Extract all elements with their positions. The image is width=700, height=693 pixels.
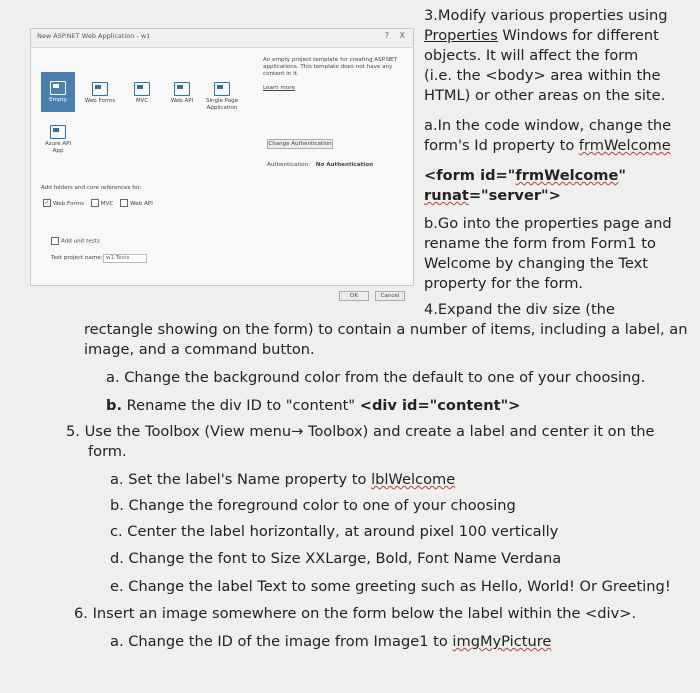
step5c: c. Center the label horizontally, at around pixel 100 vertically: [110, 523, 559, 540]
step3b-line1: b.Go into the properties page and: [424, 215, 672, 232]
step6a: a. Change the ID of the image from Image1 to imgMyPicture: [110, 633, 552, 650]
step5d: d. Change the font to Size XXLarge, Bold, Font Name Verdana: [110, 550, 562, 567]
template-web-api[interactable]: [165, 72, 199, 105]
unit-tests-checkbox[interactable]: Add unit tests: [51, 237, 100, 246]
template-label: MVC: [135, 98, 149, 104]
folder-options: [43, 199, 153, 208]
azure-template-icon: [50, 125, 66, 139]
step4-line3: image, and a command button.: [84, 341, 315, 358]
change-authentication-button[interactable]: Change Authentication: [268, 141, 332, 147]
cancel-button[interactable]: Cancel: [375, 291, 405, 301]
web-forms-checkbox[interactable]: ✓ Web Forms: [44, 199, 84, 207]
mvc-checkbox[interactable]: MVC: [91, 201, 114, 207]
template-label: Web API: [170, 98, 194, 104]
spa-template-icon: [214, 82, 230, 96]
step3b-line2: rename the form from Form1 to: [424, 235, 656, 252]
dialog-titlebar: [31, 29, 413, 48]
authentication-label: Authentication:: [267, 162, 310, 168]
folders-heading: Add folders and core references for:: [41, 185, 142, 191]
web-forms-template-icon: [92, 82, 108, 96]
step4-line1: 4.Expand the div size (the: [424, 301, 615, 318]
step5b: b. Change the foreground color to one of your choosing: [110, 497, 516, 514]
test-project-label: Test project name:: [51, 255, 103, 261]
web-api-checkbox[interactable]: Web API: [120, 201, 153, 207]
step5-line1: 5. Use the Toolbox (View menu→ Toolbox) and create a label and center it on the: [66, 423, 655, 440]
template-mvc[interactable]: [125, 72, 159, 105]
new-project-dialog: [30, 28, 414, 299]
dialog-title: New ASP.NET Web Application - w1: [37, 32, 151, 40]
template-description: An empty project template for creating ASP.NET applications. This template does not have any content in it.: [263, 57, 398, 77]
step6: 6. Insert an image somewhere on the form below the label within the <div>.: [74, 605, 637, 622]
ok-button[interactable]: OK: [339, 291, 369, 301]
step3-line4: (i.e. the <body> area within the: [424, 67, 661, 84]
step3-line5: HTML) or other areas on the site.: [424, 87, 666, 104]
template-single-page[interactable]: [205, 72, 239, 112]
step4a: a. Change the background color from the default to one of your choosing.: [106, 369, 646, 386]
template-web-forms[interactable]: [83, 72, 117, 105]
close-button[interactable]: X: [399, 31, 405, 40]
step3-line3: objects. It will affect the form: [424, 47, 639, 64]
web-api-template-icon: [174, 82, 190, 96]
step4-line2: rectangle showing on the form) to contain a number of items, including a label, an: [84, 321, 688, 338]
step3-line2: Properties Windows for different: [424, 27, 659, 44]
step3b-line3: Welcome by changing the Text: [424, 255, 648, 272]
step3b-line4: property for the form.: [424, 275, 584, 292]
learn-more-link[interactable]: Learn more: [263, 85, 295, 91]
step5a: a. Set the label's Name property to lblWelcome: [110, 471, 456, 488]
empty-template-icon: [50, 81, 66, 95]
template-label: Empty: [49, 97, 67, 103]
mvc-template-icon: [134, 82, 150, 96]
template-label: Web Forms: [84, 98, 116, 104]
step4b: b. Rename the div ID to "content" <div id="content">: [106, 397, 521, 414]
code-form-line2: runat="server">: [424, 187, 561, 204]
template-label: Single Page Application: [206, 98, 238, 111]
authentication-row: [267, 162, 373, 169]
step3a-line1: a.In the code window, change the: [424, 117, 672, 134]
template-label: Azure API App: [44, 141, 72, 154]
code-form-line1: <form id="frmWelcome": [424, 167, 626, 184]
step3a-line2: form's Id property to frmWelcome: [424, 137, 671, 154]
template-azure-api[interactable]: [41, 115, 75, 155]
step5-line2: form.: [88, 443, 127, 460]
template-empty[interactable]: [41, 72, 75, 112]
help-button[interactable]: ?: [384, 31, 389, 40]
authentication-value: No Authentication: [315, 162, 374, 168]
test-project-name-input[interactable]: w1.Tests: [103, 254, 147, 263]
step3-line1: 3.Modify various properties using: [424, 7, 668, 24]
step5e: e. Change the label Text to some greeting such as Hello, World! Or Greeting!: [110, 578, 671, 595]
